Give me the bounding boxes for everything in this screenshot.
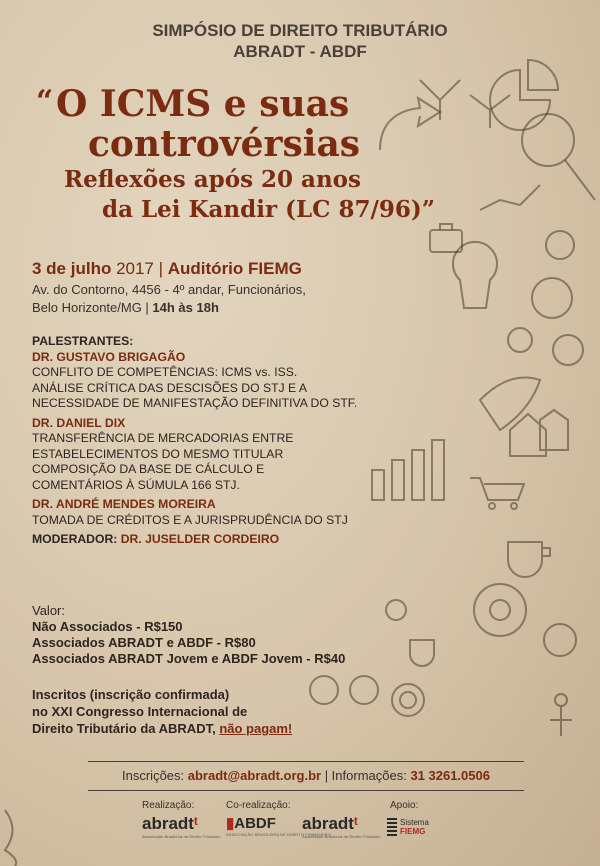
speaker-name: DR. GUSTAVO BRIGAGÃO [32,349,186,364]
growth-chart-icon [480,185,540,210]
notice-line3-text: Direito Tributário da ABRADT, [32,721,220,736]
moderator-label: MODERADOR: [32,532,121,546]
logo2-sub: ASSOCIAÇÃO BRASILEIRA DE DIREITO FINANCEIRO [226,832,331,837]
people-icon [550,694,572,736]
moderator [32,532,392,548]
gear-icon-2 [544,624,576,656]
fiemg-mark-icon [387,818,397,836]
speaker-topic: CONFLITO DE COMPETÊNCIAS: ICMS vs. ISS. [32,365,298,379]
title-line1: O ICMS e suas [56,83,350,125]
event-time: 14h às 18h [152,300,219,315]
address-line2 [32,299,306,317]
speakers-section [32,334,392,548]
venue: Auditório FIEMG [167,259,302,278]
briefcase-icon [430,230,462,252]
speakers-label: PALESTRANTES: [32,334,134,348]
insc-label: Inscrições: [122,768,188,783]
magnifier-icon [522,114,574,166]
abradt-logo: abradtᵗ Associação Brasileira de Direito Tributário [142,814,221,839]
pricing-label: Valor: [32,603,65,618]
speaker-topic: NECESSIDADE DE MANIFESTAÇÃO DEFINITIVA DO STF. [32,396,358,410]
speaker-topic: TRANSFERÊNCIA DE MERCADORIAS ENTRE [32,431,294,445]
abradt-jovem-logo: abradtᵗ Associação Brasileira de Direito Tributário [302,814,381,839]
notice-line2: no XXI Congresso Internacional de [32,704,248,719]
logo3-sub: Associação Brasileira de Direito Tributário [302,834,381,839]
abdf-mark-icon: ▮ [226,815,235,832]
arrow-icon [380,98,440,150]
contacts [88,768,524,783]
coffee-cup-icon [508,542,550,577]
phone-number: 31 3261.0506 [410,768,490,783]
logo1-sub: Associação Brasileira de Direito Tributário [142,834,221,839]
speaker-name: DR. DANIEL DIX [32,415,126,430]
realizacao-label: Realização: [142,800,195,811]
ornament-left [5,810,16,866]
event-address [32,281,306,317]
divider-top [88,761,524,762]
pie-chart-icon [490,60,558,130]
speaker-name: DR. ANDRÉ MENDES MOREIRA [32,497,216,511]
fiemg-text [400,818,429,836]
speaker-topic: ESTABELECIMENTOS DO MESMO TITULAR [32,446,284,461]
apoio-label: Apoio: [390,800,419,811]
network-icon [420,80,510,128]
notice-line3 [32,720,292,737]
rocket-icon [480,378,540,431]
corealizacao-label: Co-realização: [226,800,291,811]
title-line2: controvérsias [88,123,361,165]
address-city: Belo Horizonte/MG | [32,300,153,315]
date-year: 2017 | [111,259,168,278]
dollar-coin-icon [532,278,572,318]
fiemg-logo [387,816,429,838]
cup-icon-2 [410,640,434,666]
speaker-topic: COMENTÁRIOS À SÚMULA 166 STJ. [32,477,240,492]
date-bold: 3 de julho [32,259,112,278]
fiemg-line2: FIEMG [400,827,426,836]
house-icon [510,410,568,456]
price-item: Não Associados - R$150 [32,619,183,634]
dollar-coin-icon-2 [553,335,583,365]
contacts-sep: | Informações: [321,768,411,783]
cart-icon [470,478,524,500]
header-line2: ABRADT - ABDF [233,42,367,61]
subtitle-line1: Reflexões após 20 anos [64,166,361,193]
header-line1: SIMPÓSIO DE DIREITO TRIBUTÁRIO [152,21,448,40]
speaker-topic: TOMADA DE CRÉDITOS E A JURISPRUDÊNCIA DO STJ [32,512,348,527]
divider-bottom [88,790,524,791]
speaker-topic: COMPOSIÇÃO DA BASE DE CÁLCULO E [32,462,265,476]
notice-section [32,686,292,737]
price-item: Associados ABRADT Jovem e ABDF Jovem - R$40 [32,651,346,666]
chain-icon [386,600,406,620]
event-header [60,20,540,62]
subtitle-line2: da Lei Kandir (LC 87/96)” [102,196,435,223]
dollar-coin-icon-3 [508,328,532,352]
target-icon [392,684,424,716]
event-date [32,259,302,279]
quote-mark: “ [36,84,54,119]
big-gear-icon [474,584,526,636]
logo3-text: abradt [302,814,354,833]
logo2-text: ABDF [234,815,276,832]
binoculars-icon [310,676,378,704]
notice-line1: Inscritos (inscrição confirmada) [32,687,230,702]
pricing-section [32,603,345,667]
price-item: Associados ABRADT e ABDF - R$80 [32,635,256,650]
moderator-name: DR. JUSELDER CORDEIRO [120,532,280,546]
gear-icon [546,231,574,259]
speaker-topic: ANÁLISE CRÍTICA DAS DESCISÕES DO STJ E A [32,380,307,395]
address-line1: Av. do Contorno, 4456 - 4º andar, Funcionários, [32,282,306,297]
email-link[interactable]: abradt@abradt.org.br [187,768,322,783]
fiemg-line1: Sistema [400,818,429,827]
notice-free: não pagam! [219,721,293,736]
logo1-text: abradt [142,814,194,833]
